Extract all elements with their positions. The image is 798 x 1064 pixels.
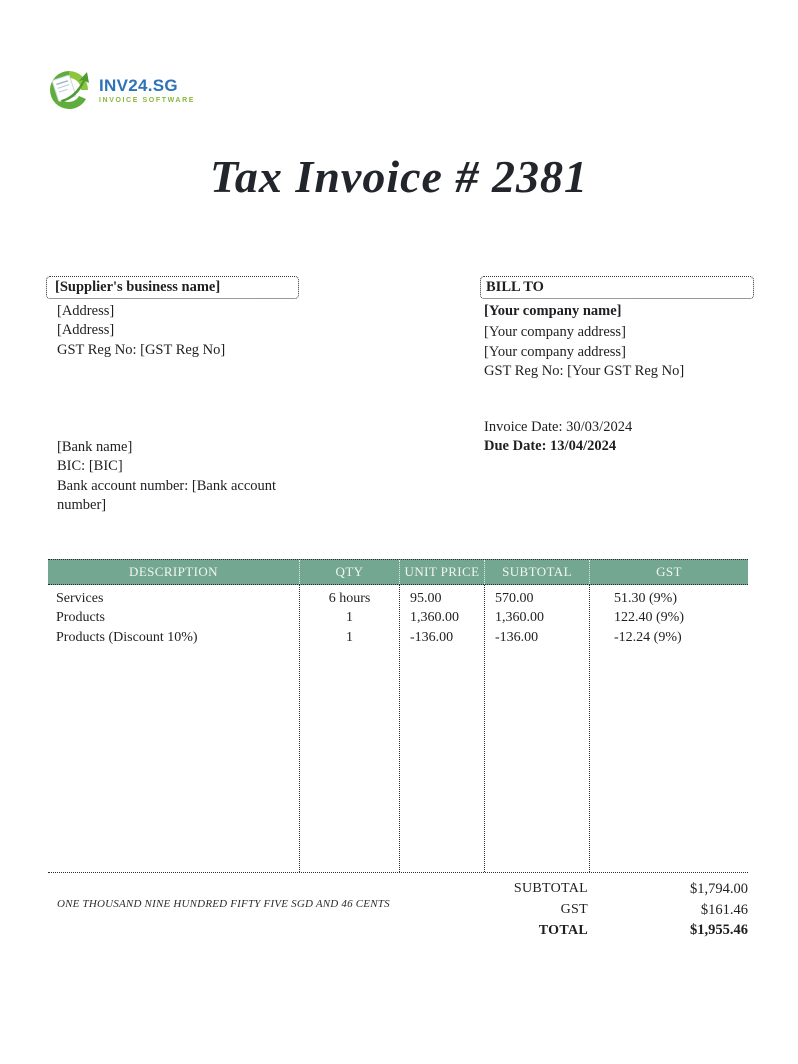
bill-to-company-name: [Your company name] (484, 303, 622, 319)
column-description (48, 585, 300, 872)
totals-section (400, 879, 748, 941)
subtotal-label: SUBTOTAL (513, 881, 588, 897)
due-date-label: Due Date: (484, 438, 547, 455)
bill-to-gst-reg: GST Reg No: [Your GST Reg No] (484, 362, 685, 379)
column-subtotal (485, 585, 590, 872)
column-header-unit-price: UNIT PRICE (400, 560, 485, 584)
item-gst: 51.30 (9%) (614, 591, 677, 606)
gst-row (400, 900, 748, 921)
bill-to-field[interactable]: BILL TO (480, 276, 754, 299)
bank-account-number: Bank account number: [Bank account number] (57, 477, 277, 513)
supplier-name-field[interactable]: [Supplier's business name] (46, 276, 299, 299)
table-body (48, 585, 748, 873)
column-gst (590, 585, 748, 872)
amount-in-words: ONE THOUSAND NINE HUNDRED FIFTY FIVE SGD AND 46 CENTS (57, 898, 390, 910)
item-qty: 1 (346, 610, 353, 626)
total-value: $1,955.46 (690, 922, 748, 939)
column-unit-price (400, 585, 485, 872)
supplier-details (57, 302, 225, 360)
column-header-qty: QTY (300, 560, 400, 584)
line-items-table (48, 559, 748, 873)
table-header-row (48, 559, 748, 585)
invoice-date-label: Invoice Date: (484, 419, 563, 435)
subtotal-value: $1,794.00 (690, 880, 748, 897)
column-header-subtotal: SUBTOTAL (485, 560, 590, 584)
supplier-address-1: [Address] (57, 303, 115, 319)
item-description: Products (Discount 10%) (56, 629, 198, 645)
due-date-line (484, 437, 632, 456)
bill-to-details (484, 302, 684, 381)
item-gst: -12.24 (9%) (614, 629, 682, 645)
item-unit-price: -136.00 (410, 629, 454, 645)
item-subtotal: -136.00 (495, 629, 539, 645)
total-label: TOTAL (538, 922, 588, 938)
bank-bic: BIC: [BIC] (57, 458, 123, 475)
column-qty (300, 585, 400, 872)
item-unit-price: 1,360.00 (410, 610, 459, 626)
column-header-description: DESCRIPTION (48, 560, 300, 584)
supplier-gst-reg: GST Reg No: [GST Reg No] (57, 341, 226, 358)
gst-value: $161.46 (700, 901, 748, 918)
item-description: Products (56, 610, 105, 626)
logo-growth-icon (45, 68, 95, 112)
item-subtotal: 1,360.00 (495, 610, 544, 626)
item-description: Services (56, 591, 104, 606)
column-header-gst: GST (656, 564, 682, 579)
bill-to-address-1: [Your company address] (484, 324, 626, 341)
bank-name: [Bank name] (57, 439, 133, 455)
item-qty: 6 hours (328, 591, 371, 606)
item-subtotal: 570.00 (495, 591, 534, 606)
item-gst: 122.40 (9%) (614, 610, 684, 626)
logo-name: INV24.SG (99, 75, 178, 95)
supplier-address-2: [Address] (57, 322, 115, 339)
invoice-date-line (484, 418, 632, 437)
gst-label: GST (560, 902, 588, 918)
bank-details (57, 438, 282, 515)
invoice-dates (484, 418, 632, 457)
total-row (400, 920, 748, 941)
logo (45, 68, 195, 112)
bill-to-address-2: [Your company address] (484, 343, 626, 360)
subtotal-row (400, 879, 748, 900)
item-unit-price: 95.00 (410, 591, 442, 606)
invoice-title: Tax Invoice # 2381 (210, 151, 588, 202)
invoice-date-value: 30/03/2024 (566, 419, 633, 435)
due-date-value: 13/04/2024 (550, 438, 617, 455)
item-qty: 1 (346, 629, 353, 645)
logo-tagline: INVOICE SOFTWARE (99, 96, 195, 104)
